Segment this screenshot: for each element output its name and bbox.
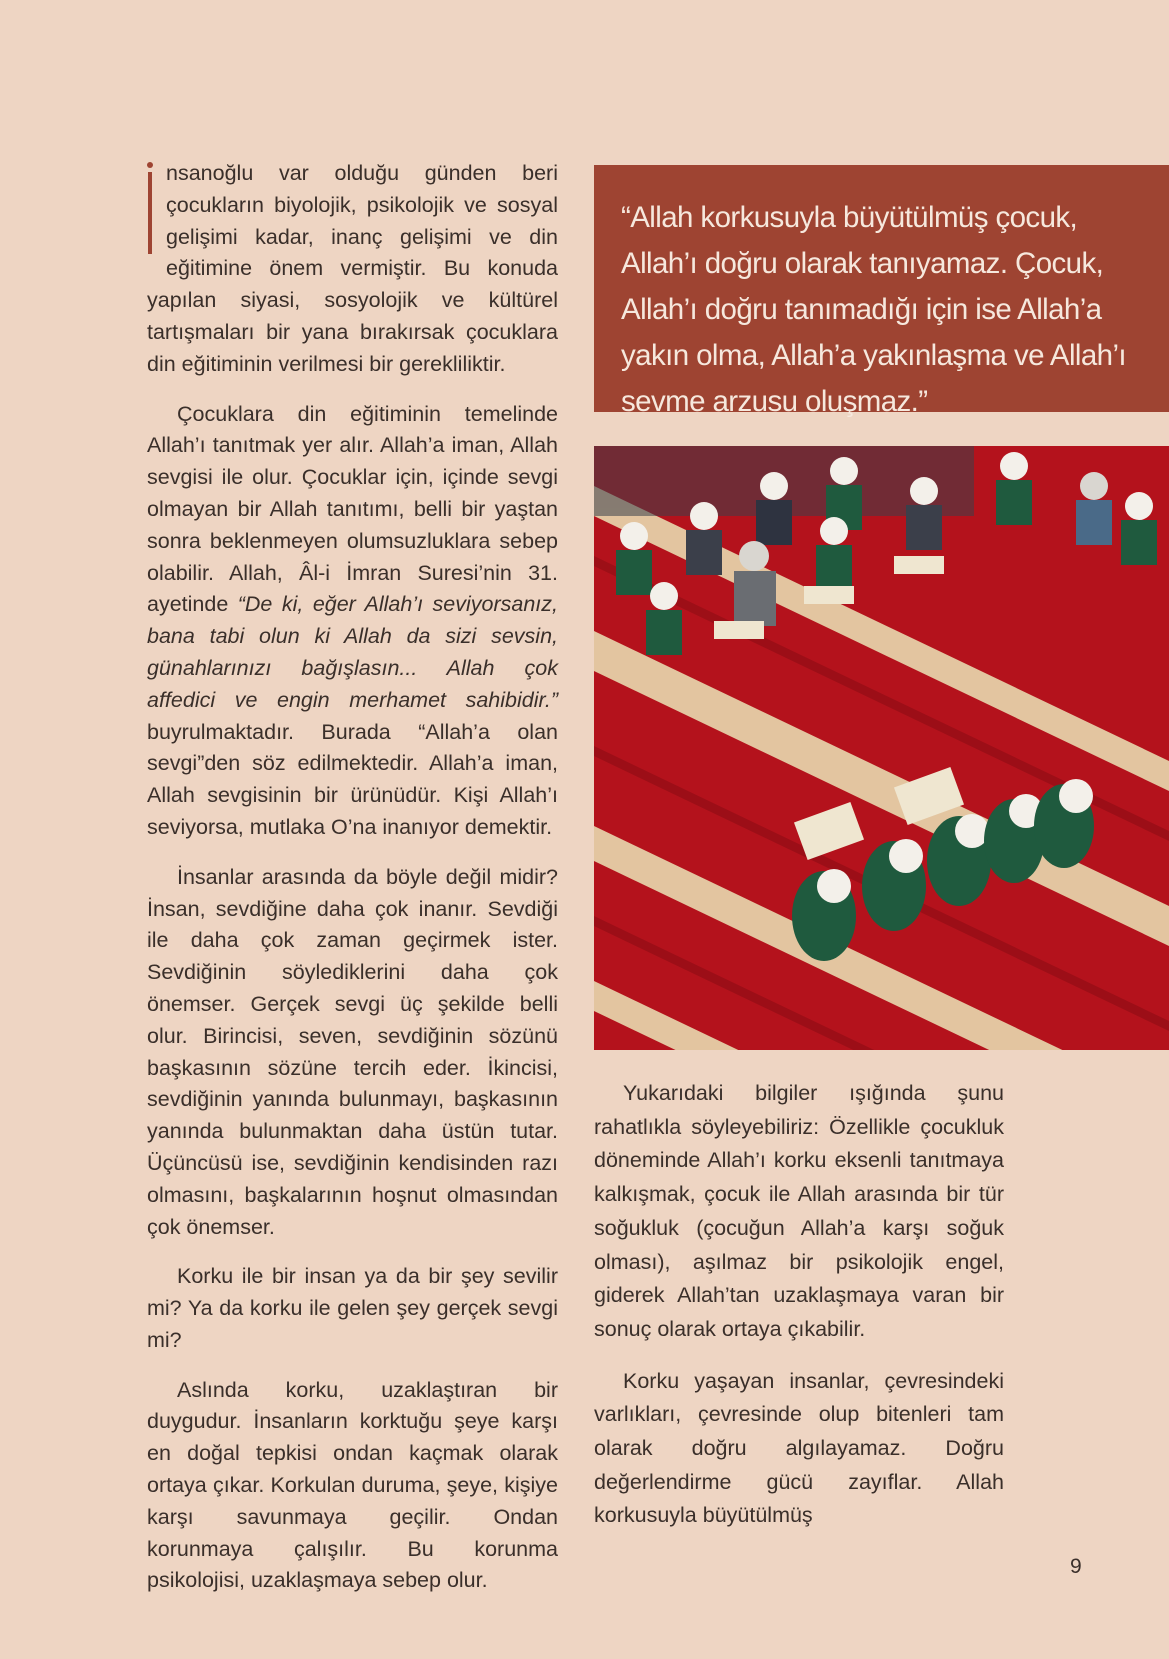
right-paragraph-1: Yukarıdaki bilgiler ışığında şunu rahatlıkla söyleyebiliriz: Özellikle çocukluk döneminde Allah’ı korku eksenli tanıtmaya kalkışmak, çocuk ile Allah arasında bir tür soğukluk (çocuğun Allah’a karşı soğuk olması), aşılmaz bir psikolojik engel, giderek Allah’tan uzaklaşmaya varan bir sonuç olarak ortaya çıkabilir. bbox=[594, 1081, 1004, 1341]
paragraph-4: Korku ile bir insan ya da bir şey sevilir mi? Ya da korku ile gelen şey gerçek sevgi mi? bbox=[147, 1264, 558, 1352]
intro-text: nsanoğlu var olduğu günden beri çocukların biyolojik, psikolojik ve sosyal gelişimi kadar, inanç gelişimi ve din eğitimine önem vermiştir. Bu konuda yapılan siyasi, sosyolojik ve kültürel tartışmaları bir yana bırakırsak çocuklara din eğitiminin verilmesi bir gerekliliktir. bbox=[147, 161, 558, 376]
drop-cap-i bbox=[147, 162, 156, 254]
paragraph-2 bbox=[147, 399, 558, 844]
paragraph-3: İnsanlar arasında da böyle değil midir? İnsan, sevdiğine daha çok inanır. Sevdiği ile daha çok zaman geçirmek ister. Sevdiğinin söylediklerini daha çok önemser. Gerçek sevgi üç şekilde belli olur. Birincisi, seven, sevdiğinin sözünü başkasının sözüne tercih eder. İkincisi, sevdiğinin yanında bulunmayı, başkasının yanında bulunmaktan daha üstün tutar. Üçüncüsü ise, sevdiğinin kendisinden razı olmasını, başkalarının hoşnut olmasından çok önemser. bbox=[147, 864, 558, 1239]
right-paragraph-2: Korku yaşayan insanlar, çevresindeki varlıkları, çevresinde olup bitenleri tam olarak doğru algılayamaz. Doğru değerlendirme gücü zayıflar. Allah korkusuyla büyütülmüş bbox=[594, 1368, 1004, 1528]
photo-illustration bbox=[594, 446, 1169, 1050]
paragraph-2-text-b: buyrulmaktadır. Burada “Allah’a olan sevgi”den söz edilmektedir. Allah’a iman, Allah sevgisinin bir ürünüdür. Kişi Allah’ı seviyorsa, mutlaka O’na inanıyor demektir. bbox=[147, 719, 558, 839]
right-column bbox=[594, 1077, 1004, 1551]
paragraph-2-text-a: Çocuklara din eğitiminin temelinde Allah’ı tanıtmak yer alır. Allah’a iman, Allah sevgisi ile olur. Çocuklar için, içinde sevgi olmayan bir Allah tanıtımı, belli bir yaştan sonra beklenmeyen olumsuzluklara sebep olabilir. Allah, Âl-i İmran Suresi’nin 31. ayetinde bbox=[147, 401, 558, 617]
left-column bbox=[147, 158, 558, 1615]
mosque-quran-reading-photo bbox=[594, 446, 1169, 1050]
pull-quote-box bbox=[594, 165, 1169, 418]
pull-quote-text: “Allah korkusuyla büyütülmüş çocuk, Allah’ı doğru olarak tanıyamaz. Çocuk, Allah’ı doğru tanımadığı için ise Allah’a yakın olma, Allah’a yakınlaşma ve Allah’ı sevme arzusu oluşmaz.” bbox=[621, 201, 1127, 418]
page-number: 9 bbox=[1070, 1555, 1082, 1578]
intro-paragraph bbox=[147, 158, 558, 381]
paragraph-5: Aslında korku, uzaklaştıran bir duygudur. İnsanların korktuğu şeye karşı en doğal tepkisi ondan kaçmak olarak ortaya çıkar. Korkulan duruma, şeye, kişiye karşı savunmaya geçilir. Ondan korunmaya çalışılır. Bu korunma psikolojisi, uzaklaşmaya sebep olur. bbox=[147, 1377, 558, 1593]
verse-quote: “De ki, eğer Allah’ı seviyorsanız, bana tabi olun ki Allah da sizi sevsin, günahlarınızı bağışlasın... Allah çok affedici ve engin merhamet sahibidir.” bbox=[147, 592, 558, 712]
